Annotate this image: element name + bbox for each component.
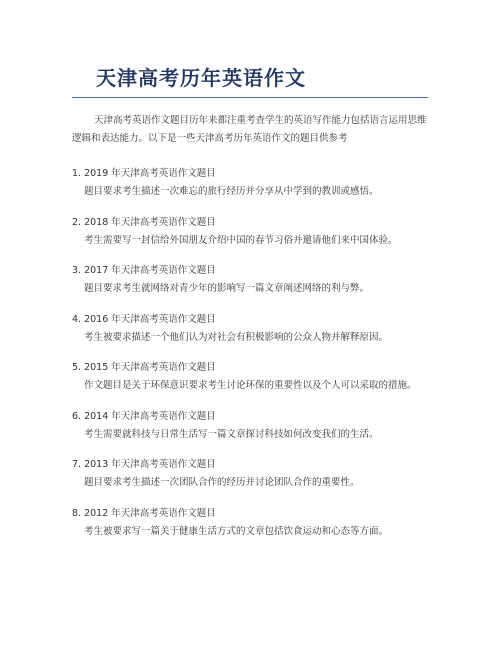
list-item-heading: 5. 2015 年天津高考英语作文题目 — [72, 362, 216, 373]
list-item — [72, 313, 442, 345]
list-item-body: 考生被要求描述一个他们认为对社会有积极影响的公众人物并解释原因。 — [84, 332, 389, 343]
list-item-body: 题目要求考生就网络对青少年的影响写一篇文章阐述网络的利与弊。 — [84, 283, 370, 294]
list-item-heading: 1. 2019 年天津高考英语作文题目 — [72, 168, 216, 179]
intro-paragraph: 天津高考英语作文题目历年来都注重考查学生的英语写作能力包括语言运用思维逻辑和表达能力。以下是一些天津高考历年英语作文的题目供参考 — [72, 115, 427, 144]
list-item-body: 题目要求考生描述一次团队合作的经历并讨论团队合作的重要性。 — [84, 477, 360, 488]
list-item-body: 题目要求考生描述一次难忘的旅行经历并分享从中学到的教训或感悟。 — [84, 186, 379, 197]
list-item-heading: 7. 2013 年天津高考英语作文题目 — [72, 459, 216, 470]
list-item — [72, 216, 442, 248]
list-item — [72, 264, 442, 296]
list-item-body: 考生需要就科技与日常生活写一篇文章探讨科技如何改变我们的生活。 — [84, 429, 379, 440]
list-item-body: 考生需要写一封信给外国朋友介绍中国的春节习俗并邀请他们来中国体验。 — [84, 235, 398, 246]
list-item-heading: 2. 2018 年天津高考英语作文题目 — [72, 217, 216, 228]
page-title: 天津高考历年英语作文 — [96, 66, 306, 90]
list-item-body: 作文题目是关于环保意识要求考生讨论环保的重要性以及个人可以采取的措施。 — [84, 380, 417, 391]
list-item — [72, 507, 442, 539]
list-item — [72, 361, 442, 393]
list-item-heading: 6. 2014 年天津高考英语作文题目 — [72, 411, 216, 422]
list-item — [72, 458, 442, 490]
title-divider — [72, 97, 428, 98]
list-item-heading: 8. 2012 年天津高考英语作文题目 — [72, 508, 216, 519]
list-item-heading: 4. 2016 年天津高考英语作文题目 — [72, 314, 216, 325]
list-item — [72, 410, 442, 442]
list-item-body: 考生被要求写一篇关于健康生活方式的文章包括饮食运动和心态等方面。 — [84, 526, 389, 537]
list-item — [72, 167, 442, 199]
list-item-heading: 3. 2017 年天津高考英语作文题目 — [72, 265, 216, 276]
